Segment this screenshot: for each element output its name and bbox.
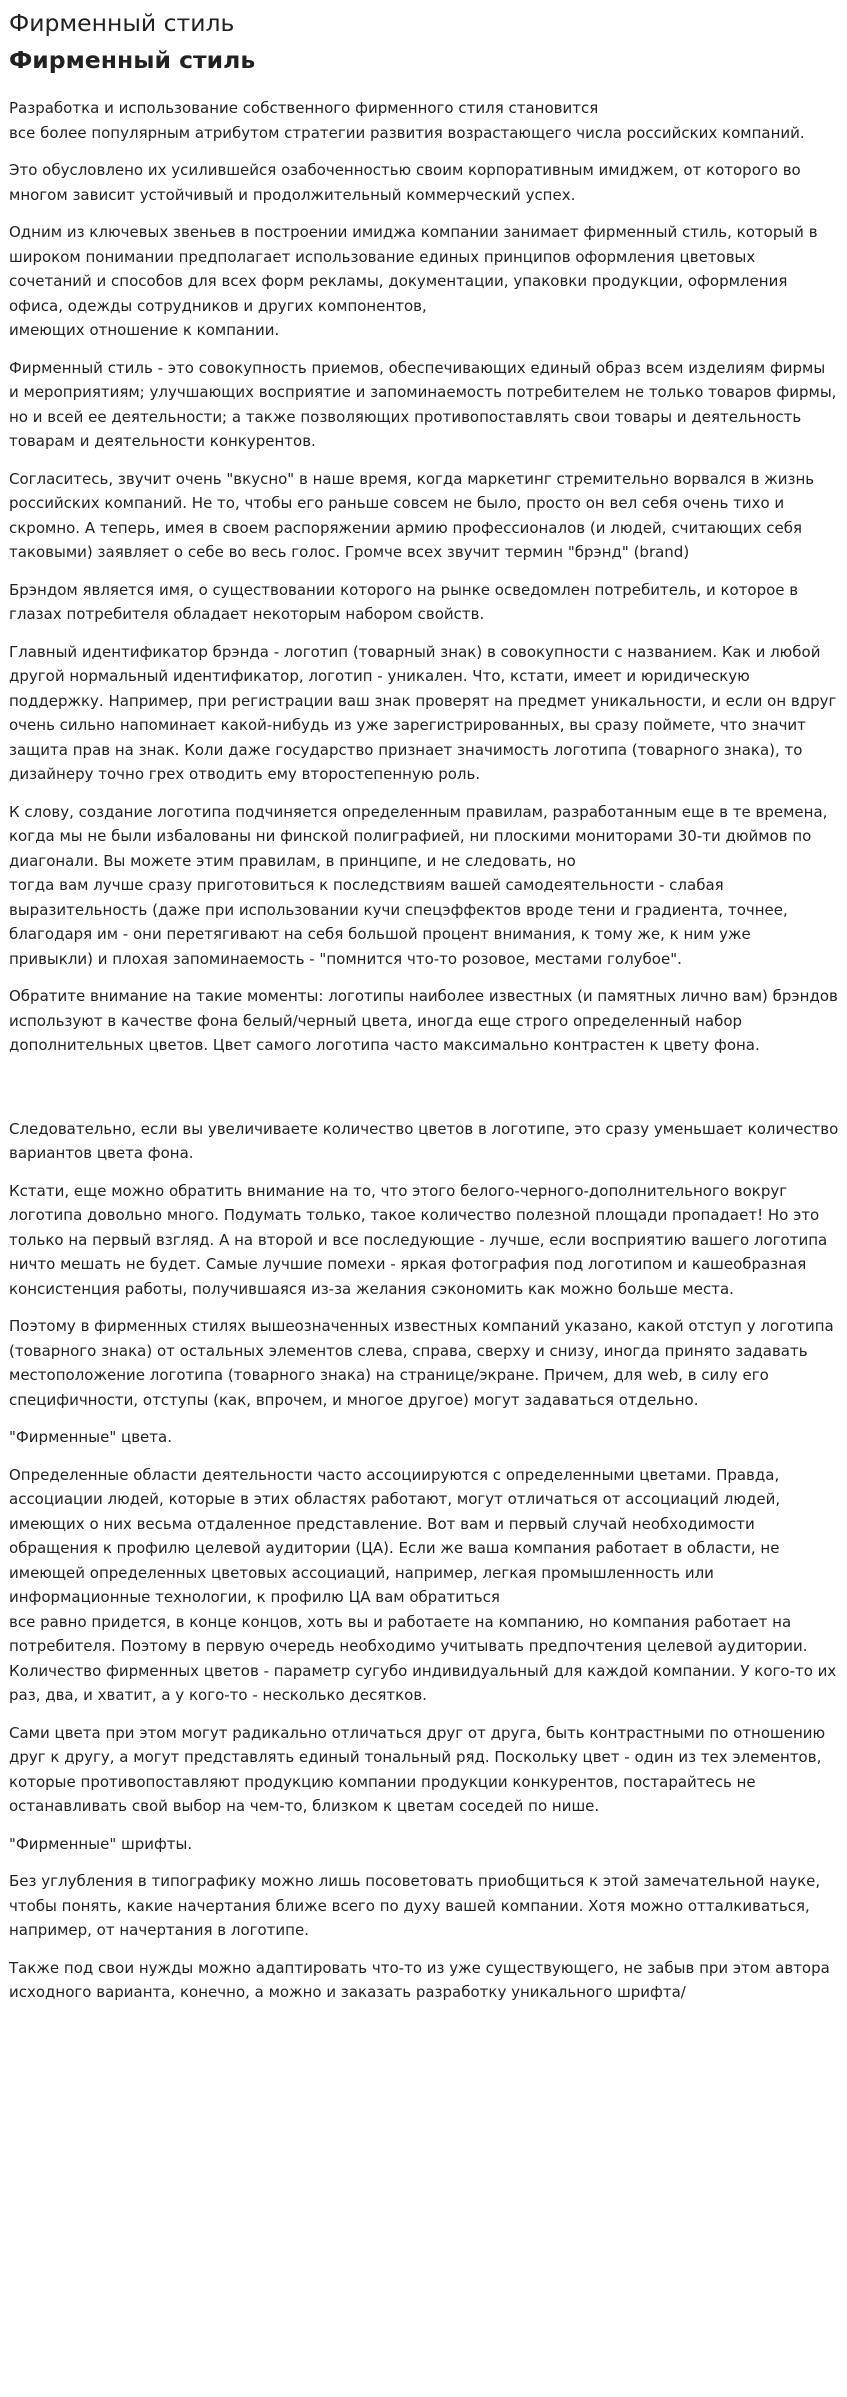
paragraph-color-associations: Определенные области деятельности часто ассоциируются с определенными цветами. Правда, ассоциации людей, которые в этих областях работают, могут отличаться от ассоциаций людей, имеющих о них весьма отдаленное представление. Вот вам и первый случай необходимости обращения к профилю целевой аудитории (ЦА). Если же ваша компания работает в области, не имеющей определенных цветовых ассоциаций, например, легкая промышленность или информационные технологии, к профилю ЦА вам обратиться все равно придется, в конце концов, хоть вы и работаете на компанию, но компания работает на потребителя. Поэтому в первую очередь необходимо учитывать предпочтения целевой аудитории. Количество фирменных цветов - параметр сугубо индивидуальный для каждой компании. У кого-то их раз, два, и хватит, а у кого-то - несколько десятков. bbox=[9, 1465, 837, 1704]
paragraph-free-space: Кстати, еще можно обратить внимание на то, что этого белого-черного-дополнительного вокруг логотипа довольно много. Подумать только, такое количество полезной площади пропадает! Но это только на первый взгляд. А на второй и все последующие - лучше, если восприятию вашего логотипа ничто мешать не будет. Самые лучшие помехи - яркая фотография под логотипом и кашеобразная консистенция работы, получившаяся из-за желания сэкономить как можно больше места. bbox=[9, 1181, 828, 1298]
paragraph-logo-background: Обратите внимание на такие моменты: логотипы наиболее известных (и памятных лично вам) брэндов используют в качестве фона белый/черный цвета, иногда еще строго определенный набор дополнительных цветов. Цвет самого логотипа часто максимально контрастен к цвету фона. bbox=[9, 987, 838, 1054]
paragraph-gap bbox=[9, 1071, 839, 1117]
paragraph-color-count: Следовательно, если вы увеличиваете количество цветов в логотипе, это сразу уменьшает количество вариантов цвета фона. bbox=[9, 1119, 839, 1162]
section-label-fonts: "Фирменные" шрифты. bbox=[9, 1834, 193, 1853]
paragraph-logo-margins: Поэтому в фирменных стилях вышеозначенных известных компаний указано, какой отступ у логотипа (товарного знака) от остальных элементов слева, справа, сверху и снизу, иногда принято задавать местоположение логотипа (товарного знака) на странице/экране. Причем, для web, в силу его специфичности, отступы (как, впрочем, и многое другое) могут задаваться отдельно. bbox=[9, 1317, 834, 1409]
page-title: Фирменный стиль bbox=[9, 9, 235, 37]
paragraph-color-contrast: Сами цвета при этом могут радикально отличаться друг от друга, быть контрастными по отношению друг к другу, а могут представлять единый тональный ряд. Поскольку цвет - один из тех элементов, которые противопоставляют продукцию компании продукции конкурентов, постарайтесь не останавливать свой выбор на чем-то, близком к цветам соседей по нише. bbox=[9, 1723, 826, 1815]
paragraph-custom-font: Также под свои нужды можно адаптировать что-то из уже существующего, не забыв при этом автора исходного варианта, конечно, а можно и заказать разработку уникального шрифта/ bbox=[9, 1958, 830, 2001]
paragraph-brand-definition: Брэндом является имя, о существовании которого на рынке осведомлен потребитель, и которое в глазах потребителя обладает некоторым набором свойств. bbox=[9, 580, 799, 623]
article-heading: Фирменный стиль bbox=[9, 46, 256, 74]
paragraph-logo-rules: К слову, создание логотипа подчиняется определенным правилам, разработанным еще в те времена, когда мы не были избалованы ни финской полиграфией, ни плоскими мониторами 30-ти дюймов по диагонали. Вы можете этим правилам, в принципе, и не следовать, но тогда вам лучше сразу приготовиться к последствиям вашей самодеятельности - слабая выразительность (даже при использовании кучи спецэффектов вроде тени и градиента, точнее, благодаря им - они перетягивают на себя большой процент внимания, к тому же, к ним уже привыкли) и плохая запоминаемость - "помнится что-то розовое, местами голубое". bbox=[9, 802, 828, 968]
paragraph-brand-term: Согласитесь, звучит очень "вкусно" в наше время, когда маркетинг стремительно ворвался в жизнь российских компаний. Не то, чтобы его раньше совсем не было, просто он вел себя очень тихо и скромно. А теперь, имея в своем распоряжении армию профессионалов (и людей, считающих себя таковыми) заявляет о себе во весь голос. Громче всех звучит термин "брэнд" (brand) bbox=[9, 469, 815, 561]
paragraph-style-definition: Одним из ключевых звеньев в построении имиджа компании занимает фирменный стиль, который в широком понимании предполагает использование единых принципов оформления цветовых сочетаний и способов для всех форм рекламы, документации, упаковки продукции, оформления офиса, одежды сотрудников и других компонентов, имеющих отношение к компании. bbox=[9, 223, 818, 339]
paragraph-logo-identifier: Главный идентификатор брэнда - логотип (товарный знак) в совокупности с названием. Как и любой другой нормальный идентификатор, логотип - уникален. Что, кстати, имеет и юридическую поддержку. Например, при регистрации ваш знак проверят на предмет уникальности, и если он вдруг очень сильно напоминает какой-нибудь из уже зарегистрированных, вы сразу поймете, что значит защита прав на знак. Коли даже государство признает значимость логотипа (товарного знака), то дизайнеру точно грех отводить ему второстепенную роль. bbox=[9, 642, 837, 783]
article-body bbox=[9, 96, 839, 2005]
article bbox=[9, 9, 839, 2018]
paragraph-intro: Разработка и использование собственного фирменного стиля становится все более популярным атрибутом стратегии развития возрастающего числа российских компаний. bbox=[9, 99, 805, 142]
paragraph-typography: Без углубления в типографику можно лишь посоветовать приобщиться к этой замечательной науке, чтобы понять, какие начертания ближе всего по духу вашей компании. Хотя можно отталкиваться, например, от начертания в логотипе. bbox=[9, 1872, 821, 1939]
section-label-colors: "Фирменные" цвета. bbox=[9, 1428, 172, 1446]
paragraph-image-reason: Это обусловлено их усилившейся озабоченностью своим корпоративным имиджем, от которого во многом зависит устойчивый и продолжительный коммерческий успех. bbox=[9, 161, 801, 204]
paragraph-style-methods: Фирменный стиль - это совокупность приемов, обеспечивающих единый образ всем изделиям фирмы и мероприятиям; улучшающих восприятие и запоминаемость потребителем не только товаров фирмы, но и всей ее деятельности; а также позволяющих противопоставлять свои товары и деятельность товарам и деятельности конкурентов. bbox=[9, 358, 837, 450]
